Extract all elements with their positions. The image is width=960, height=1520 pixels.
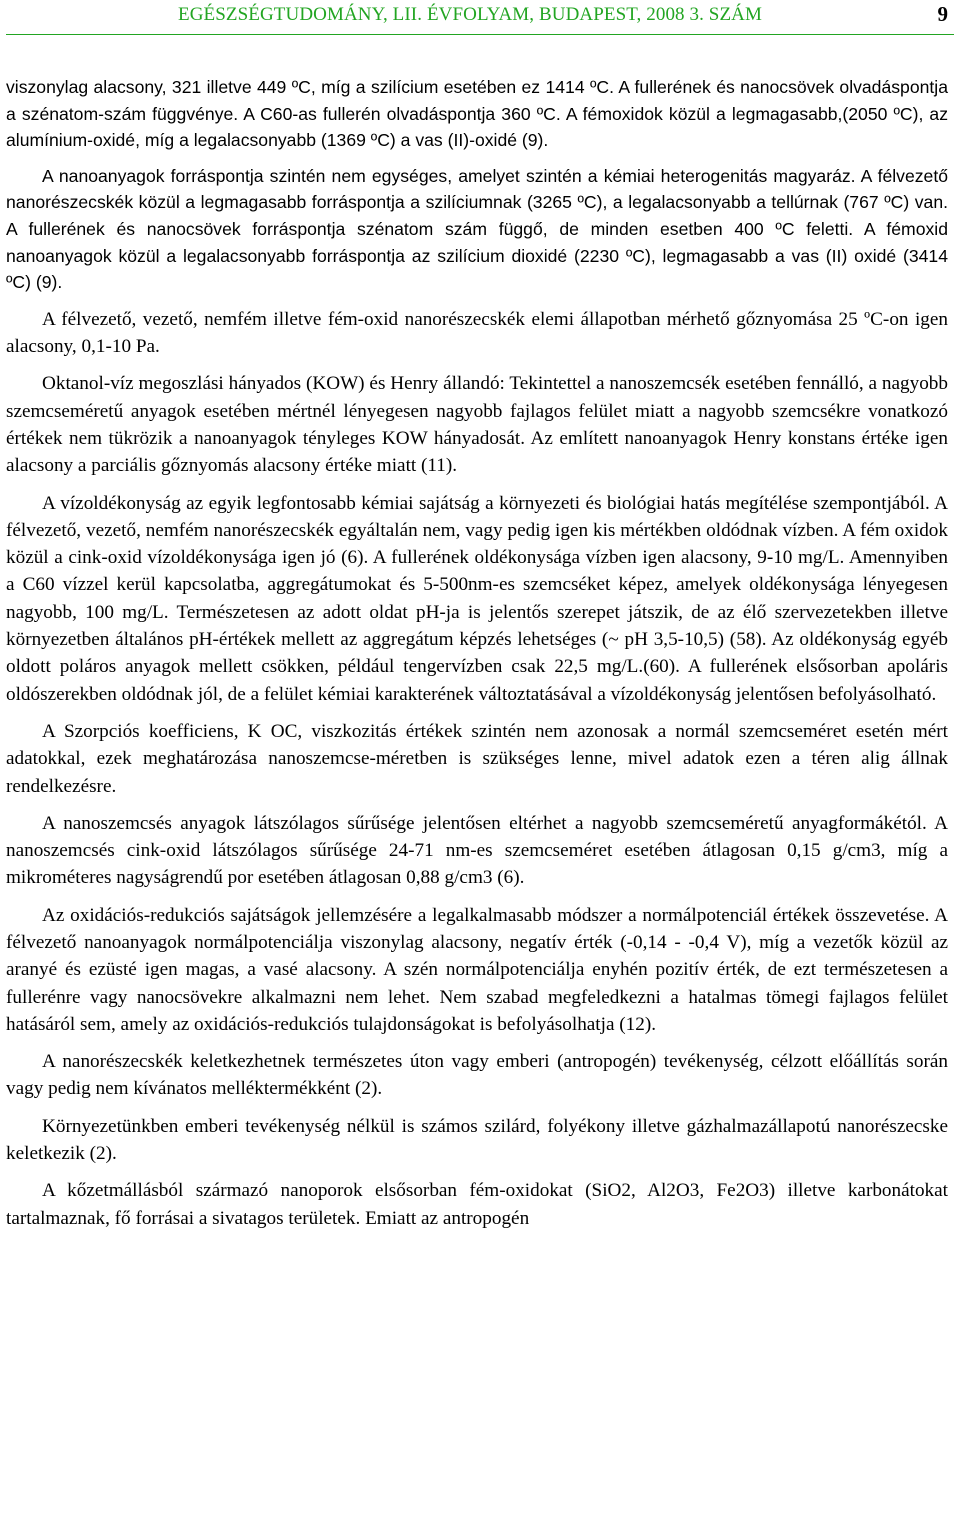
paragraph-sorption: A Szorpciós koefficiens, K OC, viszkozitás értékek szintén nem azonosak a normál szemcseméret esetén mért adatokkal, ezek meghatározása nanoszemcse-méretben is szükséges lenne, mivel adatok ezen a téren alig állnak rendelkezésre. bbox=[6, 720, 948, 797]
paragraph-boiling-points: A nanoanyagok forráspontja szintén nem egységes, amelyet szintén a kémiai heterogenitás magyaráz. A félvezető nanorészecskék közül a legmagasabb forráspontja a szilíciumnak (3265 ºC), a legalacsonyabb a tellúrnak (767 ºC) van. A fullerének és nanocsövek forráspontja szénatom szám függő, de minden esetben 400 ºC feletti. A fémoxid nanoanyagok közül a legalacsonyabb forráspontja az szilícium dioxidé (2230 ºC), legmagasabb a vas (II) oxidé (3414 ºC) (9). bbox=[6, 165, 948, 293]
paragraph-weathering: A kőzetmállásból származó nanoporok elsősorban fém-oxidokat (SiO2, Al2O3, Fe2O3) illetve karbonátokat tartalmaznak, fő forrásai a sivatagos területek. Emiatt az antropogén bbox=[6, 1180, 948, 1229]
paragraph-water-solubility: A vízoldékonyság az egyik legfontosabb kémiai sajátság a környezeti és biológiai hatás megítélése szempontjából. A félvezető, vezető, nemfém nanorészecskék egyáltalán nem, vagy pedig igen kis mértékben oldódnak vízben. A fém oxidok közül a cink-oxid vízoldékonysága igen jó (6). A fullerének oldékonysága vízben igen alacsony, 9-10 mg/L. Amennyiben a C60 vízzel kerül kapcsolatba, aggregátumokat és 5-500nm-es szemcséket képez, amelyek oldékonysága lényegesen nagyobb, 100 mg/L. Természetesen az adott oldat pH-ja is jelentős szerepet játszik, de az élő szervezetekben illetve környezetben általános pH-értékek mellett az aggregátum képzés lehetséges (~ pH 3,5-10,5) (58). Az oldékonyság egyéb oldott poláros anyagok mellett csökken, például tengervízben csak 22,5 mg/L.(60). A fullerének elsősorban apoláris oldószerekben oldódnak jól, de a felület kémiai karakterének változtatásával a vízoldékonyság jelentősen befolyásolható. bbox=[6, 492, 948, 705]
journal-running-title: EGÉSZSÉGTUDOMÁNY, LII. ÉVFOLYAM, BUDAPEST, 2008 3. SZÁM bbox=[178, 4, 762, 25]
paragraph-natural-sources: Környezetünkben emberi tevékenység nélkül is számos szilárd, folyékony illetve gázhalmazállapotú nanorészecske keletkezik (2). bbox=[6, 1115, 948, 1165]
paragraph-density: A nanoszemcsés anyagok látszólagos sűrűsége jelentősen eltérhet a nagyobb szemcseméretű anyagformákétól. A nanoszemcsés cink-oxid látszólagos sűrűsége 24-71 nm-es szemcseméret esetében átlagosan 0,15 g/cm3, míg a mikrométeres nagyságrendű por esetében átlagosan 0,88 g/cm3 (6). bbox=[6, 812, 948, 889]
page-number: 9 bbox=[937, 2, 948, 26]
article-body bbox=[6, 74, 948, 1242]
paragraph-redox: Az oxidációs-redukciós sajátságok jellemzésére a legalkalmasabb módszer a normálpotenciál értékek összevetése. A félvezető nanoanyagok normálpotenciálja viszonylag alacsony, negatív érték (-0,14 - -0,4 V), míg a vezetők közül az aranyé és ezüsté igen magas, a vasé alacsony. A szén normálpotenciálja enyhén pozitív érték, de ezt természetesen a fullerénre vagy nanocsövekre alkalmazni nem lehet. Nem szabad megfeledkezni a hatalmas tömegi fajlagos felület hatásáról sem, amely az oxidációs-redukciós tulajdonságokat is befolyásolhatja (12). bbox=[6, 904, 948, 1035]
paragraph-octanol-water: Oktanol-víz megoszlási hányados (KOW) és Henry állandó: Tekintettel a nanoszemcsék esetében fennálló, a nagyobb szemcseméretű anyagok esetében mértnél lényegesen nagyobb fajlagos felület miatt a nagyobb szemcsékre vonatkozó értékek nem tükrözik a nanoanyagok tényleges KOW hányadosát. Az említett nanoanyagok Henry konstans értéke igen alacsony a parciális gőznyomás alacsony értéke miatt (11). bbox=[6, 373, 948, 477]
header-divider bbox=[6, 34, 954, 35]
paragraph-vapor-pressure: A félvezető, vezető, nemfém illetve fém-oxid nanorészecskék elemi állapotban mérhető gőznyomása 25 ºC-on igen alacsony, 0,1-10 Pa. bbox=[6, 308, 948, 358]
paragraph-origin: A nanorészecskék keletkezhetnek természetes úton vagy emberi (antropogén) tevékenység, célzott előállítás során vagy pedig nem kívánatos melléktermékként (2). bbox=[6, 1051, 948, 1100]
paragraph-melting-points: viszonylag alacsony, 321 illetve 449 ºC, míg a szilícium esetében ez 1414 ºC. A fullerének és nanocsövek olvadáspontja a szénatom-szám függvénye. A C60-as fullerén olvadáspontja 360 ºC. A fémoxidok közül a legmagasabb,(2050 ºC), az alumínium-oxidé, míg a legalacsonyabb (1369 ºC) a vas (II)-oxidé (9). bbox=[6, 77, 948, 151]
page-header bbox=[0, 0, 960, 34]
